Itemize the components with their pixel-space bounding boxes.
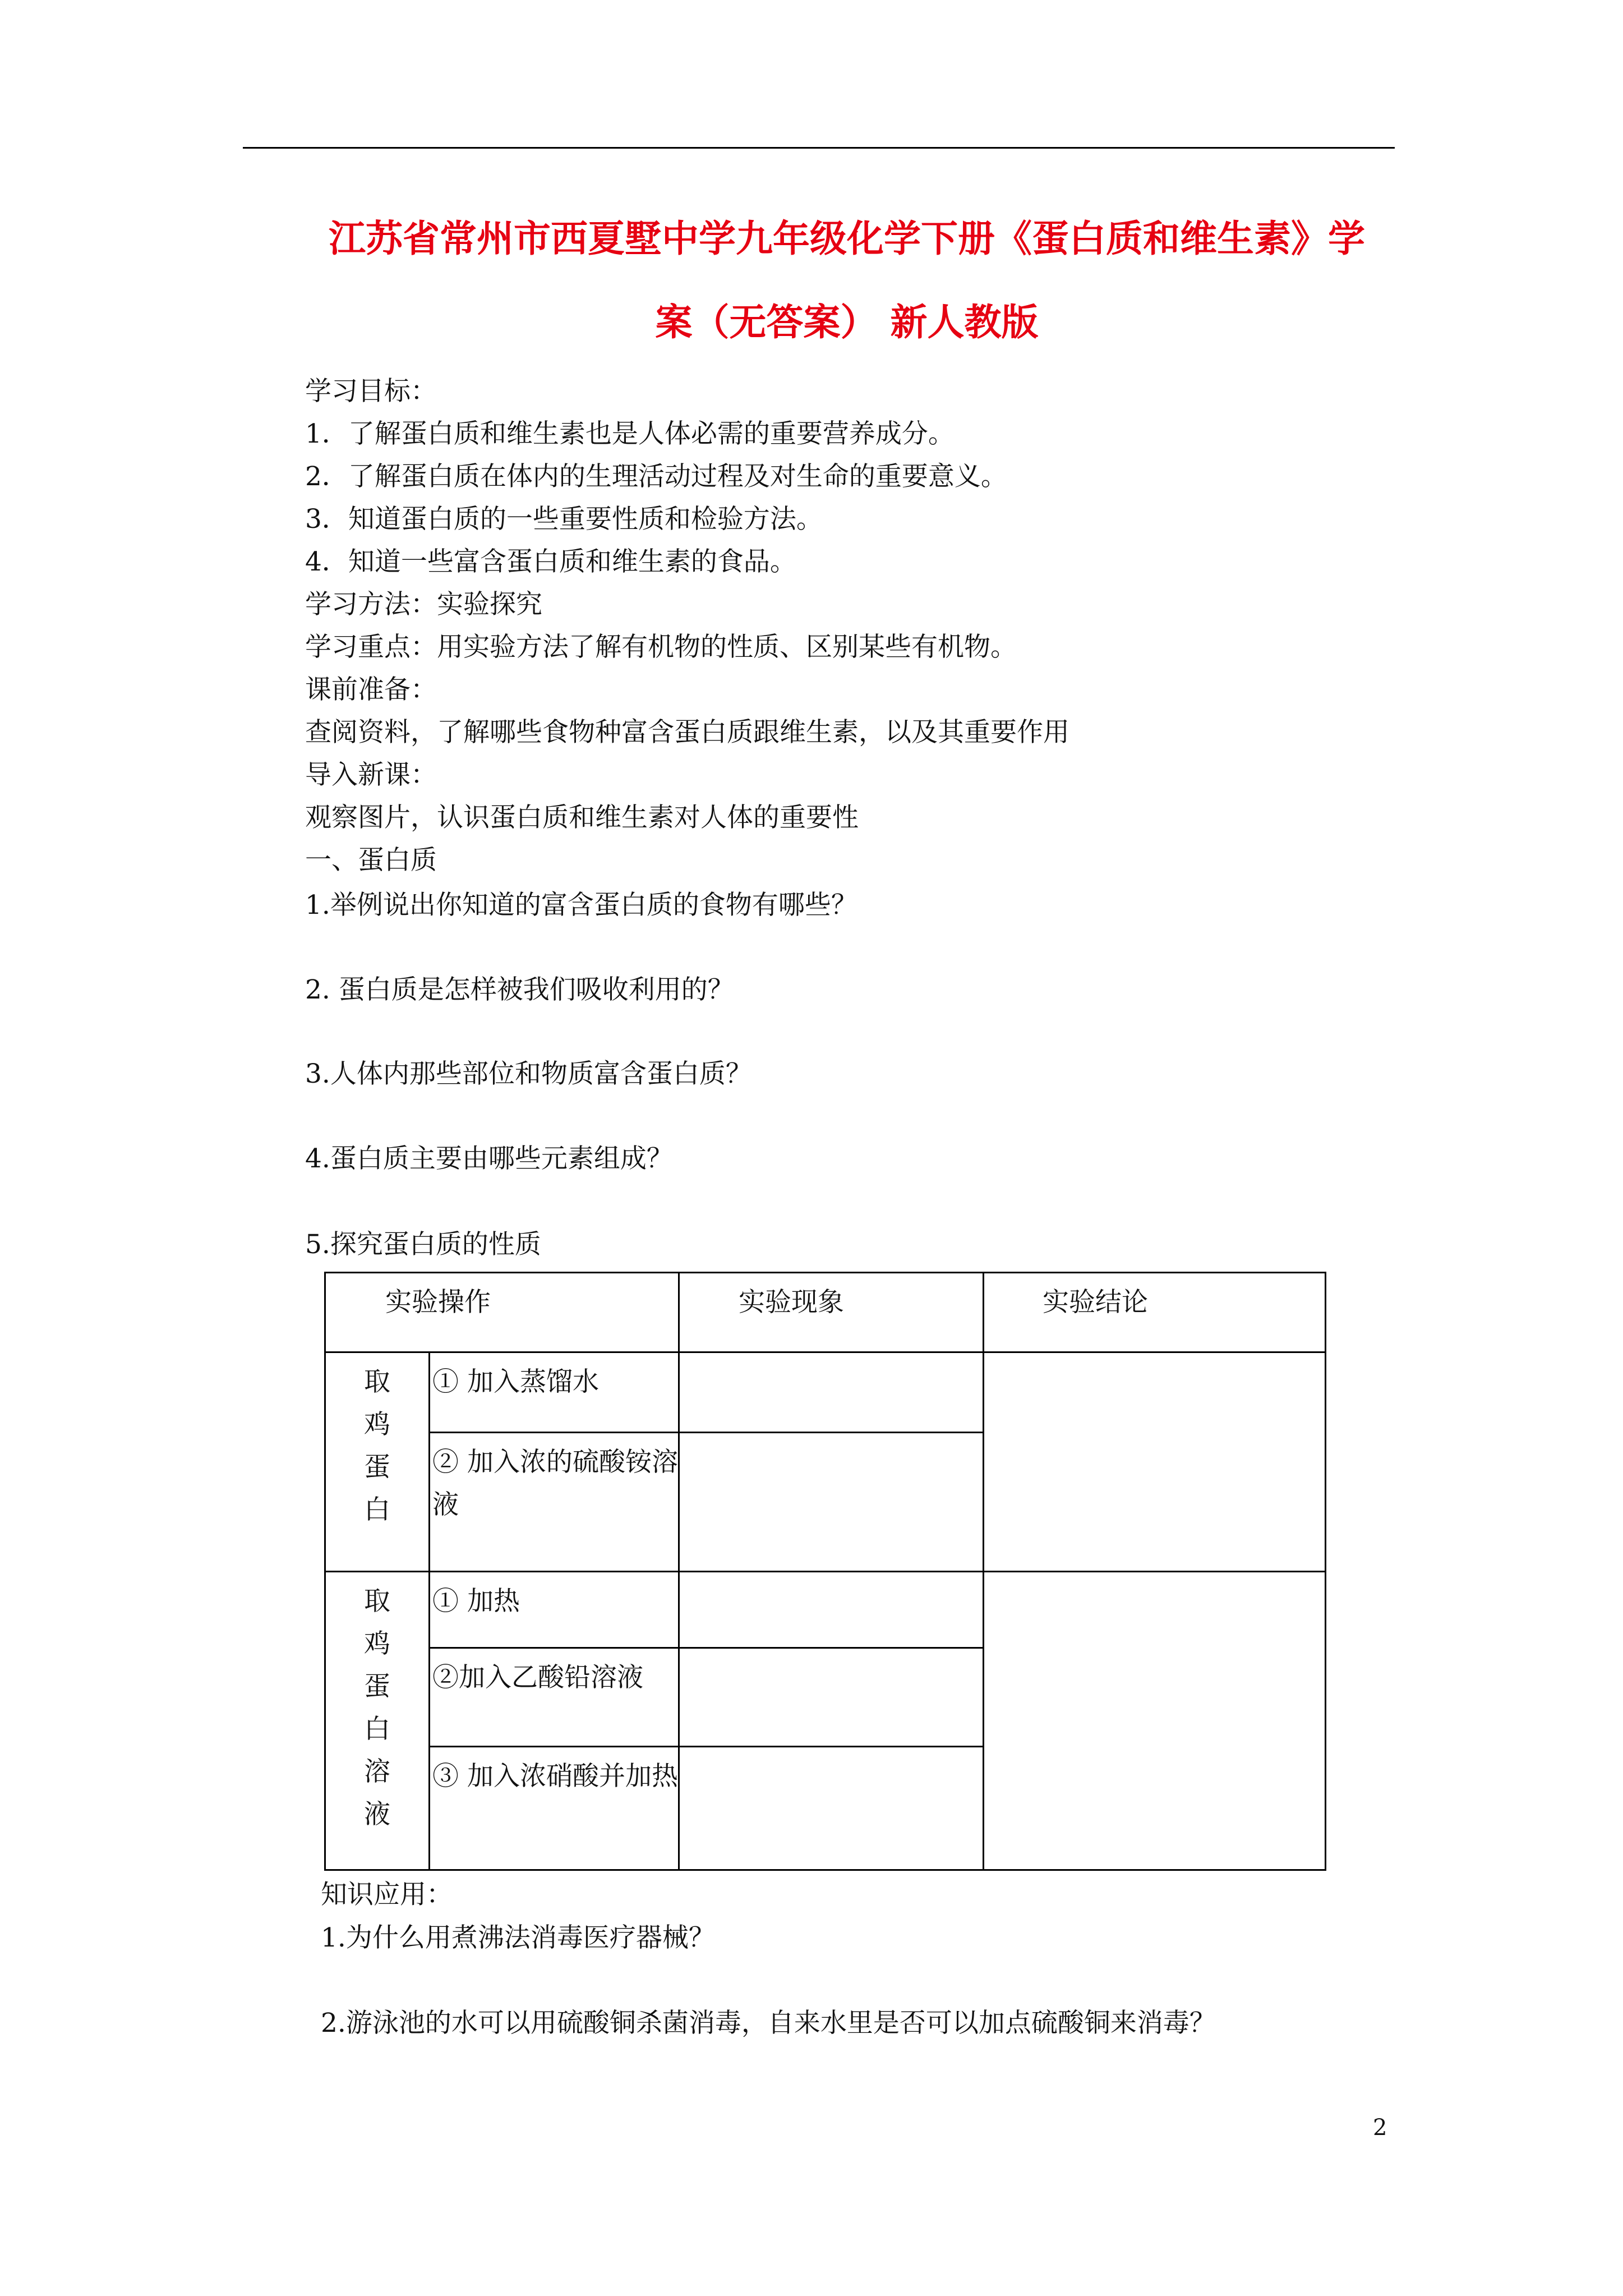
table-row (325, 1572, 1326, 1648)
observation-cell (679, 1648, 984, 1747)
document-title-line1: 江苏省常州市西夏墅中学九年级化学下册《蛋白质和维生素》学 (329, 217, 1365, 260)
body-line: 4．知道一些富含蛋白质和维生素的食品。 (305, 546, 796, 577)
body-line: 3．知道蛋白质的一些重要性质和检验方法。 (305, 504, 823, 535)
application-question-2: 2.游泳池的水可以用硫酸铜杀菌消毒，自来水里是否可以加点硫酸铜来消毒？ (321, 2008, 1216, 2039)
question-3: 3.人体内那些部位和物质富含蛋白质？ (305, 1059, 752, 1089)
table-header-row (325, 1273, 1326, 1352)
application-heading: 知识应用： (321, 1879, 453, 1910)
header-phenomenon: 实验现象 (679, 1273, 984, 1352)
header-conclusion: 实验结论 (984, 1273, 1326, 1352)
question-2: 2. 蛋白质是怎样被我们吸收利用的？ (305, 974, 734, 1005)
group2-label: 取 鸡 蛋 白 溶 液 (325, 1572, 430, 1870)
header-rule (243, 147, 1395, 149)
page-number: 2 (1373, 2115, 1387, 2141)
question-5: 5.探究蛋白质的性质 (305, 1229, 541, 1260)
application-question-1: 1.为什么用煮沸法消毒医疗器械？ (321, 1922, 715, 1953)
body-line: 学习目标： (305, 376, 437, 407)
group2-op2: ②加入乙酸铅溶液 (430, 1648, 679, 1747)
observation-cell (679, 1433, 984, 1572)
body-line: 学习重点：用实验方法了解有机物的性质、区别某些有机物。 (305, 632, 1017, 662)
group1-op2: ② 加入浓的硫酸铵溶液 (430, 1433, 679, 1572)
body-line: 导入新课： (305, 760, 437, 790)
group2-op3: ③ 加入浓硝酸并加热 (430, 1747, 679, 1870)
observation-cell (679, 1572, 984, 1648)
body-line: 1．了解蛋白质和维生素也是人体必需的重要营养成分。 (305, 418, 955, 449)
body-line: 查阅资料，了解哪些食物种富含蛋白质跟维生素，以及其重要作用 (305, 717, 1069, 748)
group1-op1: ① 加入蒸馏水 (430, 1352, 679, 1433)
section-heading: 一、蛋白质 (305, 845, 437, 876)
observation-cell (679, 1747, 984, 1870)
conclusion-cell (984, 1352, 1326, 1572)
body-line: 课前准备： (305, 674, 437, 705)
experiment-table (324, 1272, 1326, 1871)
header-operation: 实验操作 (325, 1273, 679, 1352)
group2-op1: ① 加热 (430, 1572, 679, 1648)
conclusion-cell (984, 1572, 1326, 1870)
table-row (325, 1352, 1326, 1433)
question-4: 4.蛋白质主要由哪些元素组成？ (305, 1143, 673, 1174)
body-line: 观察图片，认识蛋白质和维生素对人体的重要性 (305, 802, 859, 833)
observation-cell (679, 1352, 984, 1433)
group1-label: 取 鸡 蛋 白 (325, 1352, 430, 1572)
question-1: 1.举例说出你知道的富含蛋白质的食物有哪些？ (305, 890, 857, 921)
body-line: 2．了解蛋白质在体内的生理活动过程及对生命的重要意义。 (305, 461, 1007, 492)
document-title-line2: 案（无答案） 新人教版 (655, 301, 1039, 344)
body-line: 学习方法：实验探究 (305, 589, 542, 620)
